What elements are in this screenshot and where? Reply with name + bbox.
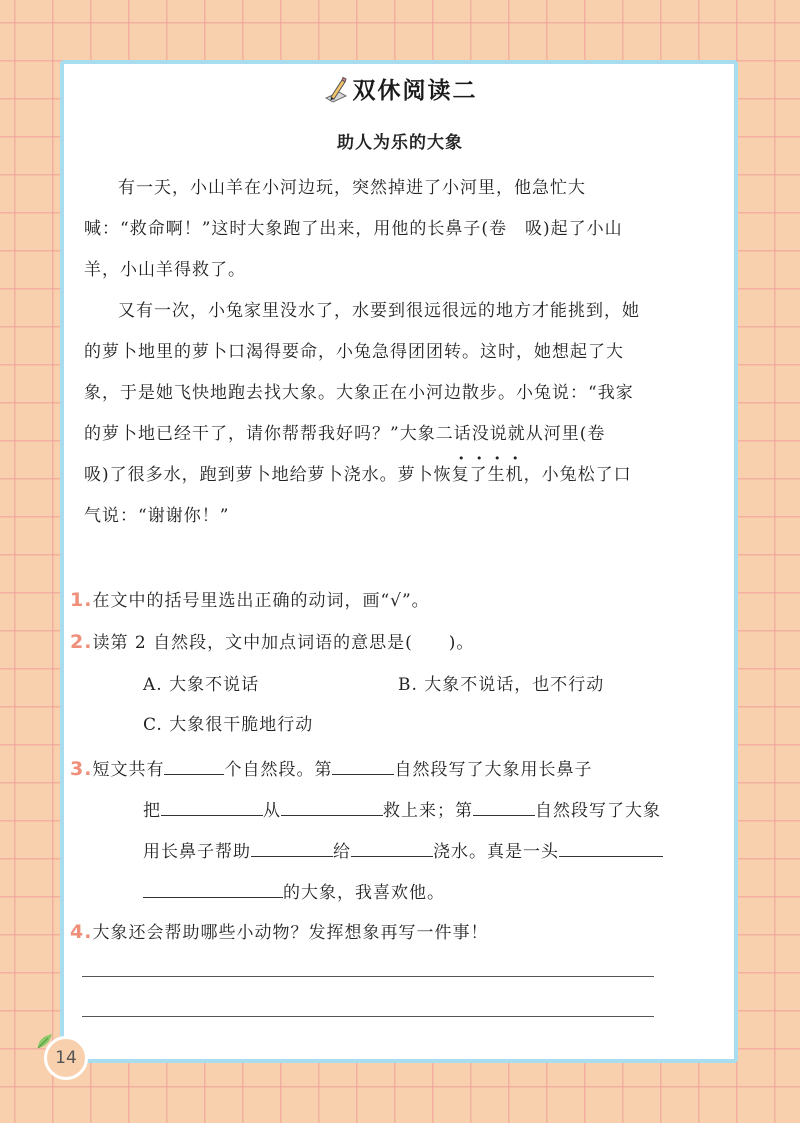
writing-line[interactable]: [82, 976, 654, 977]
question-text: 大象还会帮助哪些小动物？发挥想象再写一件事！: [92, 923, 489, 943]
question-1: [70, 586, 430, 611]
question-3-line-2: [143, 796, 661, 821]
question-3-line-4: [143, 878, 445, 903]
question-text: 用长鼻子帮助: [143, 842, 251, 862]
paragraph-2-text-c: 吸)了很多水，跑到萝卜地给萝卜浇水。萝卜恢复了生机，小兔松了口气说：“谢谢你！”: [84, 465, 632, 526]
option-b[interactable]: B. 大象不说话，也不行动: [398, 675, 605, 695]
option-c[interactable]: C. 大象很干脆地行动: [143, 715, 314, 735]
answer-blank[interactable]: [143, 879, 283, 898]
passage-title: 助人为乐的大象: [337, 133, 463, 153]
answer-blank[interactable]: [161, 797, 263, 816]
question-4: [70, 918, 488, 943]
question-number: 4.: [70, 921, 93, 943]
answer-blank[interactable]: [332, 756, 394, 775]
question-number: 3.: [70, 758, 93, 780]
option-a[interactable]: A. 大象不说话: [143, 675, 260, 695]
dotted-char: 二: [435, 424, 454, 444]
question-number: 2.: [70, 631, 93, 653]
question-3-line-1: [70, 755, 592, 780]
page-number: 14: [44, 1036, 88, 1080]
answer-blank[interactable]: [351, 838, 433, 857]
reading-passage: [84, 168, 644, 537]
question-text: 救上来；第: [383, 801, 473, 821]
question-text: 把: [143, 801, 161, 821]
paragraph-2-text-a: 又有一次，小兔家里没水了，水要到很远很远的地方才能挑到，她的萝卜地里的萝卜口渴得要命，小兔急得团团转。这时，她想起了大象，于是她飞快地跑去找大象。大象正在小河边散步。小兔说：“我家的萝卜地已经干了，请你帮帮我好吗？”大象: [84, 301, 640, 444]
question-text: 个自然段。第: [224, 760, 333, 780]
question-text: 的大象，我喜欢他。: [283, 883, 445, 903]
pencil-paper-icon: [323, 76, 349, 110]
question-text: 短文共有: [92, 760, 165, 780]
question-number: 1.: [70, 589, 93, 611]
worksheet-header: [0, 72, 800, 110]
paragraph-1: [84, 168, 644, 291]
dotted-char: 没: [471, 424, 490, 444]
answer-blank[interactable]: [251, 838, 333, 857]
dotted-char: 话: [453, 424, 472, 444]
question-text: 自然段写了大象: [535, 801, 661, 821]
answer-blank[interactable]: [559, 838, 663, 857]
question-text: 自然段写了大象用长鼻子: [394, 760, 593, 780]
answer-blank[interactable]: [281, 797, 383, 816]
question-2: [70, 628, 474, 653]
question-text: 给: [333, 842, 351, 862]
paragraph-1-text-a: 有一天，小山羊在小河边玩，突然掉进了小河里，他急忙大喊：“救命啊！”这时大象跑了出来，用他的长鼻子(卷: [84, 178, 586, 239]
question-3-line-3: [143, 837, 663, 862]
dotted-char: 说: [489, 424, 508, 444]
answer-blank[interactable]: [164, 756, 224, 775]
question-text: 浇水。真是一头: [433, 842, 559, 862]
page-title: 双休阅读二: [352, 78, 478, 104]
writing-line[interactable]: [82, 1016, 654, 1017]
paragraph-2: [84, 291, 644, 537]
paragraph-2-text-b: 就从河里(卷: [507, 424, 606, 444]
question-text: 从: [263, 801, 281, 821]
answer-blank[interactable]: [473, 797, 535, 816]
question-text: 在文中的括号里选出正确的动词，画“√”。: [92, 591, 430, 611]
paragraph-1-text-b: 吸)起了小山羊，小山羊得救了。: [84, 219, 623, 280]
question-text: 读第 2 自然段，文中加点词语的意思是( )。: [92, 633, 475, 653]
